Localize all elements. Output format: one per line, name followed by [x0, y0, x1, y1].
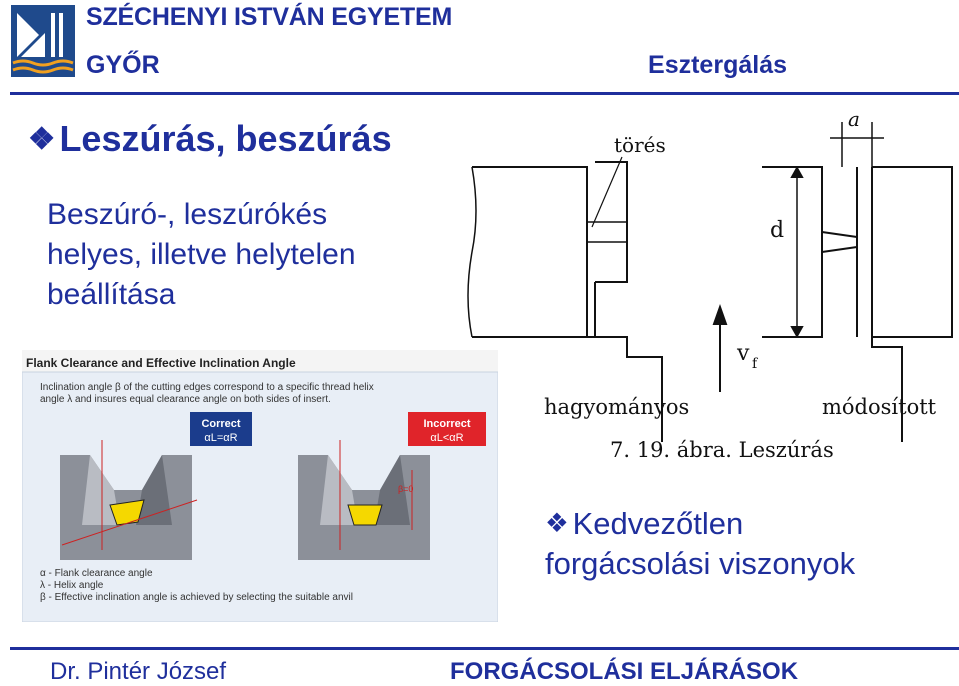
- diamond-bullet-icon: ❖: [545, 508, 569, 538]
- slide-subtitle: [545, 503, 855, 584]
- incorrect-formula: αL<αR: [430, 432, 464, 444]
- university-name: SZÉCHENYI ISTVÁN EGYETEM: [86, 3, 453, 31]
- diagram-title: Flank Clearance and Effective Inclination Angle: [26, 356, 296, 370]
- footer-author: Dr. Pintér József: [50, 658, 227, 685]
- label-d: d: [770, 218, 785, 243]
- subtitle-line: forgácsolási viszonyok: [545, 546, 856, 581]
- parting-tool-drawing: [462, 102, 959, 480]
- label-modified: módosított: [822, 395, 937, 419]
- topic-title: Esztergálás: [648, 51, 787, 79]
- footer-divider: [10, 647, 959, 650]
- subtitle-line: Kedvezőtlen: [572, 506, 744, 541]
- diagram-desc-1: Inclination angle β of the cutting edges correspond to a specific thread helix: [40, 382, 374, 393]
- label-traditional: hagyományos: [544, 395, 690, 419]
- correct-formula: αL=αR: [204, 432, 238, 444]
- header-divider: [10, 92, 959, 95]
- body-line: beállítása: [47, 278, 176, 311]
- figure-caption: 7. 19. ábra. Leszúrás: [610, 438, 834, 462]
- university-logo: [11, 5, 75, 77]
- legend-line: λ - Helix angle: [40, 580, 104, 591]
- label-break: törés: [614, 133, 666, 157]
- label-a: a: [848, 107, 860, 131]
- beta-zero-label: β=0: [398, 484, 414, 494]
- label-f: f: [752, 356, 758, 372]
- label-v: v: [737, 341, 750, 366]
- clearance-angle-diagram: [22, 350, 498, 622]
- legend-line: β - Effective inclination angle is achieved by selecting the suitable anvil: [40, 592, 353, 603]
- legend-line: α - Flank clearance angle: [40, 568, 153, 579]
- diamond-bullet-icon: ❖: [28, 122, 56, 156]
- footer-course: FORGÁCSOLÁSI ELJÁRÁSOK: [450, 658, 799, 685]
- correct-label: Correct: [201, 418, 241, 430]
- slide-title: [28, 118, 392, 160]
- incorrect-label: Incorrect: [423, 418, 471, 430]
- slide-body: [47, 195, 427, 315]
- diagram-desc-2: angle λ and insures equal clearance angle on both sides of insert.: [40, 394, 331, 405]
- city-name: GYŐR: [86, 51, 160, 79]
- slide-title-text: Leszúrás, beszúrás: [59, 118, 392, 159]
- body-line: Beszúró-, leszúrókés: [47, 198, 328, 231]
- body-line: helyes, illetve helytelen: [47, 238, 356, 271]
